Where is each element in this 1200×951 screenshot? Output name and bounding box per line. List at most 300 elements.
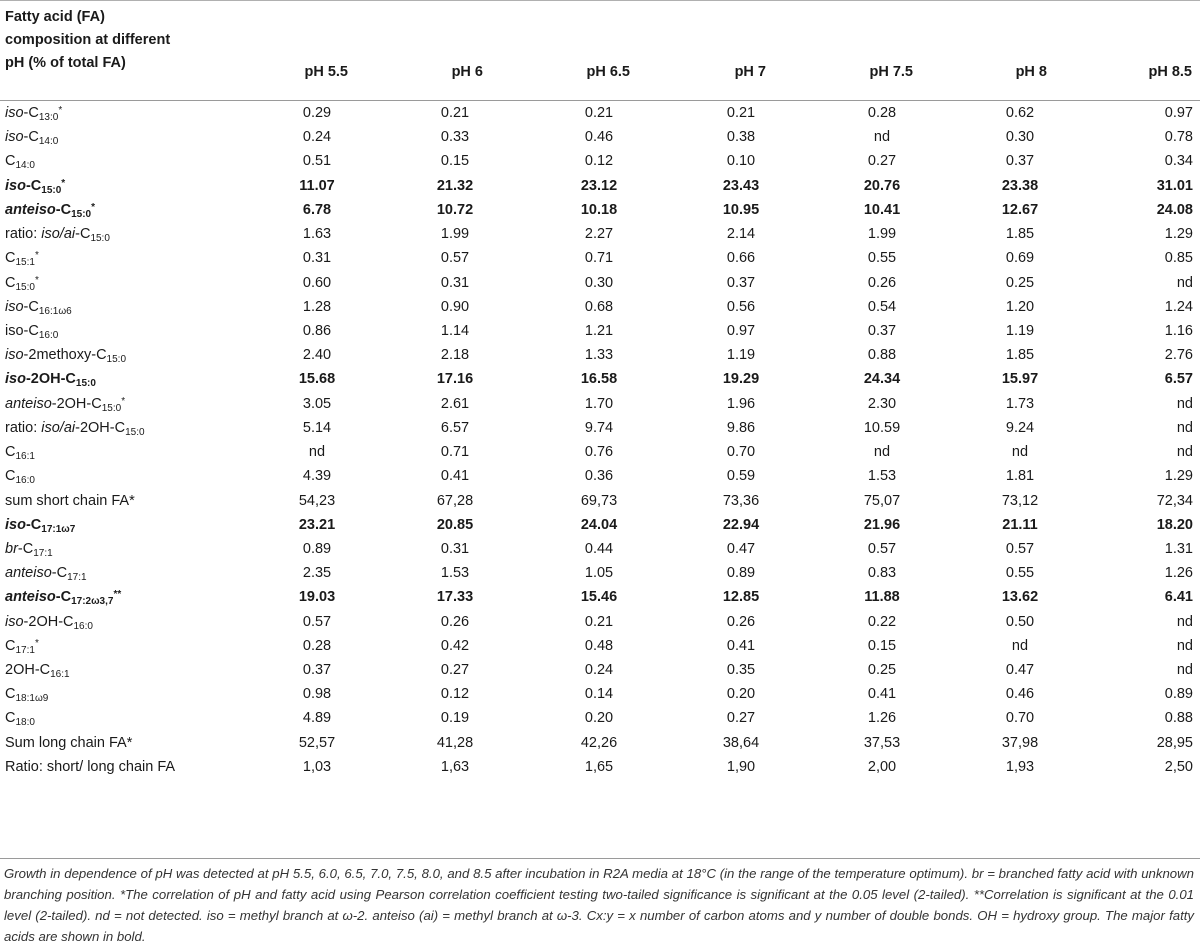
- table-cell: 1.85: [1005, 347, 1035, 364]
- table-row: [0, 513, 1200, 537]
- table-cell: 0.57: [302, 613, 332, 630]
- table-cell: 0.71: [584, 250, 614, 267]
- name-prefix: br: [5, 540, 18, 557]
- table-cell: 0.22: [867, 613, 897, 630]
- table-cell: 1,03: [302, 758, 332, 775]
- table-cell: nd: [308, 444, 326, 461]
- name-subscript: 15:0: [71, 208, 92, 220]
- table-cell: 0.89: [302, 540, 332, 557]
- column-header-ph-6-5: pH 6.5: [586, 64, 630, 80]
- name-superscript: *: [58, 105, 63, 116]
- name-prefix: anteiso: [5, 565, 52, 582]
- table-cell: 0.62: [1005, 105, 1035, 121]
- name-superscript: *: [34, 250, 39, 262]
- table-cell: 23.43: [722, 177, 760, 194]
- table-cell: 1.70: [584, 395, 614, 412]
- name-core: C: [5, 468, 16, 485]
- name-core: C: [5, 153, 16, 170]
- table-cell: 1.29: [1164, 468, 1193, 485]
- table-cell: 24.34: [863, 371, 901, 388]
- table-cell: 0.31: [302, 250, 332, 267]
- table-cell: 0.27: [440, 662, 470, 679]
- table-cell: 0.57: [1005, 540, 1035, 557]
- name-core: C: [5, 686, 16, 703]
- table-body: [0, 101, 1200, 779]
- table-cell: 0.89: [1164, 686, 1193, 703]
- table-cell: 2.40: [302, 347, 332, 364]
- name-core: -C: [55, 589, 72, 606]
- table-cell: 0.89: [726, 565, 756, 582]
- table-cell: 1.26: [1164, 565, 1193, 582]
- name-core: C: [5, 250, 16, 267]
- name-core: -C: [75, 226, 91, 243]
- table-cell: 42,26: [580, 734, 618, 751]
- column-header-ph-7: pH 7: [734, 64, 766, 80]
- table-cell: 2.76: [1164, 347, 1193, 364]
- fatty-acid-name: [5, 493, 135, 509]
- table-cell: 0.20: [726, 686, 756, 703]
- name-core: -2OH-C: [51, 395, 102, 412]
- table-cell: 38,64: [722, 734, 760, 751]
- table-cell: 0.30: [584, 274, 614, 291]
- table-cell: nd: [1176, 613, 1193, 630]
- table-cell: 0.98: [302, 686, 332, 703]
- name-core: Ratio: short/ long chain FA: [5, 758, 176, 775]
- table-cell: 0.86: [302, 322, 332, 339]
- fatty-acid-name: [5, 299, 72, 317]
- table-cell: 0.55: [867, 250, 897, 267]
- table-cell: 1.19: [1005, 322, 1035, 339]
- name-subscript: 15:0: [75, 378, 96, 390]
- name-subscript: 15:1: [15, 257, 35, 269]
- table-cell: 0.37: [867, 322, 897, 339]
- name-core: -C: [55, 201, 72, 218]
- table-cell: 73,36: [722, 492, 760, 509]
- name-core: -C: [25, 516, 42, 533]
- table-cell: 0.44: [584, 540, 614, 557]
- name-core: C: [5, 274, 16, 291]
- table-cell: 0.97: [1164, 105, 1193, 121]
- table-cell: 37,98: [1001, 734, 1039, 751]
- fatty-acid-name: [5, 105, 62, 123]
- table-cell: 1.05: [584, 565, 614, 582]
- name-core: Sum long chain FA*: [5, 734, 133, 751]
- table-cell: 1.96: [726, 395, 756, 412]
- table-cell: 0.71: [440, 444, 470, 461]
- name-subscript: 17:1ω7: [41, 523, 76, 535]
- fatty-acid-name: [5, 517, 75, 535]
- table-cell: 0.37: [726, 274, 756, 291]
- table-cell: nd: [1011, 444, 1029, 461]
- table-cell: 24.04: [580, 516, 618, 533]
- name-subscript: 14:0: [38, 136, 59, 148]
- table-cell: 1.85: [1005, 226, 1035, 243]
- fatty-acid-name: [5, 347, 126, 365]
- name-superscript: **: [113, 589, 122, 601]
- table-header: [0, 0, 1200, 98]
- table-cell: 73,12: [1001, 492, 1039, 509]
- table-row: [0, 585, 1200, 609]
- table-row: [0, 416, 1200, 440]
- table-cell: 0.24: [302, 129, 332, 146]
- table-footnote: Growth in dependence of pH was detected at pH 5.5, 6.0, 6.5, 7.0, 7.5, 8.0, and 8.5 after incubation in R2A media at 18°C (in the range of the temperature optimum). br = branched fatty acid with unknown branching position. *The correlation of pH and fatty acid using Pearson correlation coefficient testing two-tailed significance is significant at the 0.05 level (2-tailed). **Correlation is significant at the 0.01 level (2-tailed). nd = not detected. iso = methyl branch at ω-2. anteiso (ai) = methyl branch at ω-3. Cx:y = x number of carbon atoms and y number of double bonds. OH = hydroxy group. The major fatty acids are shown in bold.: [4, 866, 1194, 944]
- table-cell: 37,53: [863, 734, 901, 751]
- name-prefix: iso: [5, 613, 24, 630]
- table-cell: 0.42: [440, 637, 470, 654]
- table-cell: 0.46: [584, 129, 614, 146]
- table-cell: 0.76: [584, 444, 614, 461]
- name-superscript: *: [34, 637, 39, 649]
- fatty-acid-name: [5, 226, 110, 244]
- name-core: sum short chain FA*: [5, 492, 135, 509]
- table-cell: 6.57: [1164, 371, 1193, 388]
- table-cell: 0.48: [584, 637, 614, 654]
- name-superscript: *: [61, 177, 66, 189]
- table-cell: 11.07: [299, 177, 335, 194]
- table-cell: 0.41: [440, 468, 470, 485]
- table-cell: 0.38: [726, 129, 756, 146]
- table-cell: 12.67: [1001, 201, 1039, 218]
- table-cell: 0.47: [1005, 662, 1035, 679]
- table-cell: 1.26: [867, 710, 897, 727]
- table-cell: 41,28: [436, 734, 474, 751]
- table-cell: 0.83: [867, 565, 897, 582]
- table-row: [0, 731, 1200, 755]
- table-cell: nd: [873, 129, 891, 146]
- table-cell: 0.60: [302, 274, 332, 291]
- fatty-acid-name: [5, 468, 35, 486]
- fatty-acid-name: [5, 420, 145, 438]
- table-cell: 0.85: [1164, 250, 1193, 267]
- table-cell: 12.85: [722, 589, 760, 606]
- table-cell: 1.31: [1164, 540, 1193, 557]
- table-cell: 20.76: [863, 177, 901, 194]
- table-cell: 1.73: [1005, 395, 1035, 412]
- table-cell: 0.15: [867, 637, 897, 654]
- table-row: [0, 440, 1200, 464]
- name-subscript: 17:2ω3,7: [71, 596, 114, 608]
- table-cell: 6.78: [302, 201, 332, 218]
- table-cell: 0.19: [440, 710, 470, 727]
- fatty-acid-name: [5, 396, 125, 414]
- table-cell: 0.41: [726, 637, 756, 654]
- table-row: [0, 706, 1200, 730]
- fatty-acid-name: [5, 735, 132, 751]
- name-core: -C: [23, 298, 39, 315]
- table-cell: 15.46: [580, 589, 618, 606]
- name-subscript: 17:1: [33, 547, 53, 559]
- table-cell: 2.18: [440, 347, 470, 364]
- table-cell: 0.15: [440, 153, 470, 170]
- table-cell: 22.94: [722, 516, 760, 533]
- table-cell: 1.29: [1164, 226, 1193, 243]
- table-cell: 21.11: [1002, 516, 1038, 533]
- name-superscript: *: [91, 201, 95, 213]
- table-cell: 0.27: [867, 153, 897, 170]
- table-cell: 1,90: [726, 758, 756, 775]
- table-cell: 0.20: [584, 710, 614, 727]
- table-cell: 0.14: [584, 686, 614, 703]
- table-cell: 0.21: [726, 105, 756, 121]
- table-row: [0, 682, 1200, 706]
- name-subscript: 16:1ω6: [38, 305, 72, 317]
- name-core: C: [5, 444, 16, 461]
- table-cell: 2.61: [440, 395, 470, 412]
- table-cell: 0.25: [1005, 274, 1035, 291]
- name-subscript: 15:0: [106, 354, 127, 366]
- table-cell: 1.63: [302, 226, 332, 243]
- name-core: -C: [17, 540, 34, 557]
- table-cell: 0.51: [302, 153, 332, 170]
- table-cell: 24.08: [1156, 201, 1193, 218]
- table-cell: 2,50: [1164, 758, 1193, 775]
- table-cell: 0.78: [1164, 129, 1193, 146]
- fatty-acid-name: [5, 371, 96, 389]
- fatty-acid-name: [5, 323, 58, 341]
- table-cell: 0.88: [1164, 710, 1193, 727]
- table-cell: 72,34: [1156, 492, 1193, 509]
- table-cell: 1.28: [302, 298, 332, 315]
- table-cell: 0.12: [440, 686, 470, 703]
- table-cell: nd: [1176, 395, 1193, 412]
- table-cell: 0.70: [1005, 710, 1035, 727]
- table-cell: 17.16: [436, 371, 474, 388]
- table-cell: 0.47: [726, 540, 756, 557]
- fatty-acid-name: [5, 275, 39, 293]
- table-cell: 52,57: [298, 734, 336, 751]
- table-cell: 0.68: [584, 298, 614, 315]
- table-cell: 0.35: [726, 662, 756, 679]
- fatty-acid-name: [5, 178, 65, 196]
- table-cell: 69,73: [580, 492, 618, 509]
- name-core: -C: [23, 129, 39, 146]
- name-core: C: [5, 637, 16, 654]
- name-subscript: 17:1: [15, 644, 35, 656]
- table-cell: 0.37: [302, 662, 332, 679]
- table-row: [0, 246, 1200, 270]
- table-cell: 10.95: [722, 201, 760, 218]
- name-prefix: iso: [5, 105, 24, 121]
- table-cell: 1.21: [584, 322, 614, 339]
- name-subscript: 16:0: [15, 475, 35, 487]
- name-prefix: iso: [5, 516, 26, 533]
- table-cell: nd: [1011, 637, 1029, 654]
- table-cell: nd: [873, 444, 891, 461]
- name-core: -2OH-C: [75, 419, 126, 436]
- table-row: [0, 295, 1200, 319]
- name-core: -2OH-C: [23, 613, 74, 630]
- table-cell: 9.24: [1005, 419, 1035, 436]
- fatty-acid-name: [5, 589, 121, 607]
- column-header-ph-5-5: pH 5.5: [304, 64, 348, 80]
- table-cell: 1.99: [440, 226, 470, 243]
- table-cell: 0.21: [584, 613, 614, 630]
- table-cell: 2.14: [726, 226, 756, 243]
- table-cell: 2.27: [584, 226, 614, 243]
- table-row: [0, 464, 1200, 488]
- table-row: [0, 319, 1200, 343]
- name-prefix: ratio:: [5, 419, 42, 436]
- table-cell: 0.27: [726, 710, 756, 727]
- table-row: [0, 489, 1200, 513]
- table-cell: nd: [1176, 662, 1193, 679]
- column-header-ph-8: pH 8: [1015, 64, 1047, 80]
- table-cell: 31.01: [1156, 177, 1193, 194]
- table-cell: 21.32: [436, 177, 474, 194]
- header-label-line: Fatty acid (FA): [5, 9, 105, 25]
- name-superscript: *: [121, 395, 126, 407]
- column-header-ph-7-5: pH 7.5: [869, 64, 913, 80]
- table-row: [0, 610, 1200, 634]
- name-core: -C: [23, 105, 39, 121]
- table-cell: 0.54: [867, 298, 897, 315]
- name-subscript: 15:0: [15, 281, 35, 293]
- table-cell: 0.90: [440, 298, 470, 315]
- name-subscript: 15:0: [125, 426, 145, 438]
- table-row: [0, 755, 1200, 779]
- table-cell: 1.99: [867, 226, 897, 243]
- table-cell: 13.62: [1001, 589, 1039, 606]
- fatty-acid-name: [5, 202, 95, 220]
- fatty-acid-name: [5, 614, 93, 632]
- table-cell: 0.50: [1005, 613, 1035, 630]
- fatty-acid-name: [5, 686, 48, 704]
- table-cell: nd: [1176, 274, 1193, 291]
- table-cell: 75,07: [863, 492, 901, 509]
- table-cell: 15.97: [1001, 371, 1039, 388]
- table-cell: 15.68: [298, 371, 336, 388]
- table-row: [0, 125, 1200, 149]
- table-cell: 23.12: [580, 177, 618, 194]
- table-cell: nd: [1176, 637, 1193, 654]
- table-cell: 9.86: [726, 419, 756, 436]
- table-cell: 23.38: [1001, 177, 1039, 194]
- name-core: -C: [25, 177, 42, 194]
- table-cell: 19.03: [298, 589, 336, 606]
- name-subscript: 13:0: [38, 112, 59, 123]
- table-cell: 4.39: [302, 468, 332, 485]
- table-cell: 28,95: [1156, 734, 1193, 751]
- table-cell: 0.30: [1005, 129, 1035, 146]
- table-cell: 6.57: [440, 419, 470, 436]
- name-core: -C: [23, 322, 39, 339]
- table-cell: 0.56: [726, 298, 756, 315]
- fatty-acid-name: [5, 638, 39, 656]
- name-branch: iso/ai: [41, 226, 76, 243]
- table-row: [0, 392, 1200, 416]
- name-core: -2methoxy-C: [23, 347, 107, 364]
- table-cell: 4.89: [302, 710, 332, 727]
- name-prefix: anteiso: [5, 201, 56, 218]
- table-cell: 16.58: [580, 371, 618, 388]
- name-superscript: *: [34, 274, 39, 286]
- name-core: 2OH-C: [5, 662, 51, 679]
- table-cell: 0.59: [726, 468, 756, 485]
- table-cell: 18.20: [1156, 516, 1193, 533]
- name-subscript: 17:1: [67, 572, 87, 584]
- table-cell: 0.26: [440, 613, 470, 630]
- table-cell: 1.81: [1005, 468, 1035, 485]
- table-cell: 0.25: [867, 662, 897, 679]
- table-cell: 20.85: [436, 516, 474, 533]
- table-cell: 10.18: [580, 201, 618, 218]
- table-cell: 23.21: [298, 516, 336, 533]
- table-cell: 0.10: [726, 153, 756, 170]
- table-cell: 0.37: [1005, 153, 1035, 170]
- table-cell: 3.05: [302, 395, 332, 412]
- name-prefix: anteiso: [5, 395, 52, 412]
- name-subscript: 16:0: [38, 329, 59, 341]
- table-cell: 0.97: [726, 322, 756, 339]
- name-prefix: iso: [5, 347, 24, 364]
- name-subscript: 15:0: [101, 402, 122, 414]
- table-cell: 0.36: [584, 468, 614, 485]
- table-cell: 1,65: [584, 758, 614, 775]
- table-cell: 17.33: [436, 589, 474, 606]
- table-cell: 19.29: [722, 371, 760, 388]
- table-row: [0, 561, 1200, 585]
- table-cell: 0.28: [867, 105, 897, 121]
- table-cell: 1.16: [1164, 322, 1193, 339]
- name-prefix: anteiso: [5, 589, 56, 606]
- name-prefix: iso: [5, 371, 26, 388]
- table-cell: 11.88: [864, 589, 900, 606]
- table-cell: nd: [1176, 419, 1193, 436]
- table-cell: 0.55: [1005, 565, 1035, 582]
- name-core: C: [5, 710, 16, 727]
- fatty-acid-name: [5, 759, 175, 775]
- column-header-ph-8-5: pH 8.5: [1148, 64, 1192, 80]
- table-cell: 1,93: [1005, 758, 1035, 775]
- name-subscript: 15:0: [90, 233, 110, 245]
- table-cell: 0.41: [867, 686, 897, 703]
- table-cell: 0.57: [867, 540, 897, 557]
- name-subscript: 18:1ω9: [15, 693, 49, 705]
- table-cell: 1.53: [440, 565, 470, 582]
- table-cell: 67,28: [436, 492, 474, 509]
- table-cell: 0.26: [867, 274, 897, 291]
- table-cell: 10.59: [863, 419, 901, 436]
- table-cell: 0.57: [440, 250, 470, 267]
- bottom-rule: [0, 858, 1200, 859]
- name-prefix: iso: [5, 177, 26, 194]
- table-cell: 2,00: [867, 758, 897, 775]
- table-row: [0, 271, 1200, 295]
- table-cell: 1.53: [867, 468, 897, 485]
- table-cell: 0.26: [726, 613, 756, 630]
- fatty-acid-name: [5, 541, 53, 559]
- table-cell: 0.66: [726, 250, 756, 267]
- table-cell: 0.69: [1005, 250, 1035, 267]
- table-cell: 1.19: [726, 347, 756, 364]
- table-cell: 2.30: [867, 395, 897, 412]
- fatty-acid-name: [5, 129, 58, 147]
- table-row: [0, 149, 1200, 173]
- name-core: -2OH-C: [25, 371, 76, 388]
- fatty-acid-name: [5, 565, 87, 583]
- table-cell: 1.20: [1005, 298, 1035, 315]
- name-branch: iso/ai: [41, 419, 76, 436]
- table-cell: 0.12: [584, 153, 614, 170]
- header-label-line: pH (% of total FA): [5, 55, 126, 71]
- column-header-ph-6: pH 6: [451, 64, 483, 80]
- table-cell: 1,63: [440, 758, 470, 775]
- table-cell: 0.46: [1005, 686, 1035, 703]
- fatty-acid-name: [5, 153, 35, 171]
- table-row: [0, 343, 1200, 367]
- name-subscript: 15:0: [41, 184, 62, 196]
- table-cell: 21.96: [863, 516, 901, 533]
